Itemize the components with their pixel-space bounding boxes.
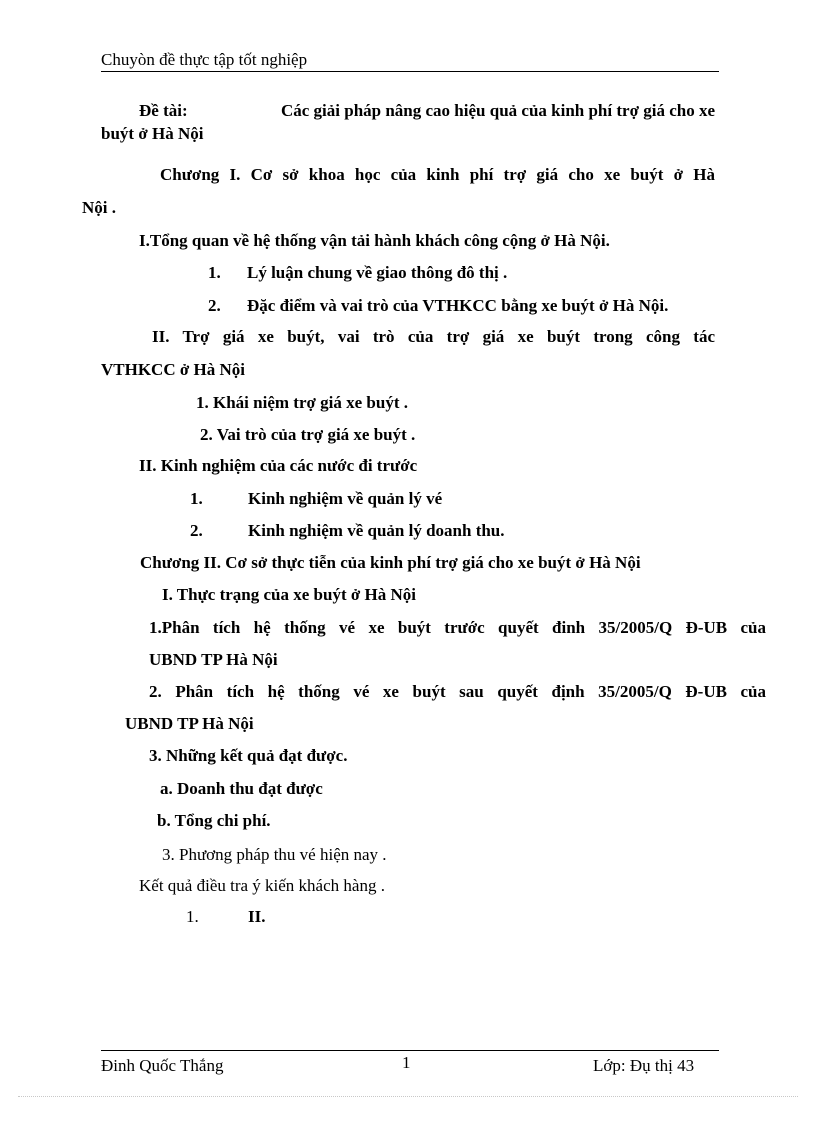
footer-author: Đinh Quốc Thắng [101, 1056, 224, 1075]
trailing-item-text: II. [248, 907, 266, 926]
analysis-2-line-1: 2. Phân tích hệ thống vé xe buýt sau quyết định 35/2005/Q Đ-UB của [149, 682, 766, 701]
page-bottom-divider [18, 1096, 798, 1097]
results-item-a: a. Doanh thu đạt được [160, 779, 323, 798]
section-3-item-2-text: Kinh nghiệm về quản lý doanh thu. [248, 521, 505, 540]
section-3-item-1-number: 1. [190, 489, 203, 508]
section-2-item-2: 2. Vai trò của trợ giá xe buýt . [200, 425, 416, 444]
section-3-item-1-text: Kinh nghiệm về quản lý vé [248, 489, 443, 508]
section-1-item-1-number: 1. [208, 263, 221, 282]
section-2-heading-line-2: VTHKCC ở Hà Nội [101, 360, 246, 379]
topic-line-1 [139, 101, 715, 121]
survey-line: Kết quả điều tra ý kiến khách hàng . [139, 876, 385, 895]
chapter-2-title: Chương II. Cơ sở thực tiễn của kinh phí trợ giá cho xe buýt ở Hà Nội [140, 553, 641, 572]
section-1-item-2-text: Đặc điểm và vai trò của VTHKCC bằng xe buýt ở Hà Nội. [247, 296, 669, 315]
chapter-1-title-line-2: Nội . [82, 198, 116, 217]
topic-label: Đề tài: [139, 101, 188, 120]
chapter-1-title-line-1: Chương I. Cơ sở khoa học của kinh phí trợ giá cho xe buýt ở Hà [160, 165, 715, 184]
header-text: Chuyòn đề thực tập tốt nghiệp [101, 50, 308, 69]
analysis-1-line-1: 1.Phân tích hệ thống vé xe buýt trước quyết đinh 35/2005/Q Đ-UB của [149, 618, 766, 637]
topic-text-1: Các giải pháp nâng cao hiệu quả của kinh phí trợ giá cho xe [280, 101, 715, 120]
section-2-heading-line-1: II. Trợ giá xe buýt, vai trò của trợ giá xe buýt trong công tác [152, 327, 715, 346]
results-heading: 3. Những kết quả đạt được. [149, 746, 348, 765]
section-1-heading: I.Tổng quan về hệ thống vận tải hành khách công cộng ở Hà Nội. [139, 231, 610, 250]
footer-rule [101, 1050, 719, 1051]
header-rule [101, 71, 719, 72]
results-item-b: b. Tổng chi phí. [157, 811, 271, 830]
section-1-item-2-number: 2. [208, 296, 221, 315]
section-3-heading: II. Kinh nghiệm của các nước đi trước [139, 456, 418, 475]
trailing-item-number: 1. [186, 907, 199, 926]
section-3-item-2-number: 2. [190, 521, 203, 540]
section-2-item-1: 1. Khái niệm trợ giá xe buýt . [196, 393, 408, 412]
analysis-1-line-2: UBND TP Hà Nội [149, 650, 278, 669]
topic-line-2: buýt ở Hà Nội [101, 124, 204, 143]
section-1-item-1-text: Lý luận chung về giao thông đô thị . [247, 263, 508, 282]
footer-page-number: 1 [402, 1053, 411, 1072]
analysis-2-line-2: UBND TP Hà Nội [125, 714, 254, 733]
method-line: 3. Phương pháp thu vé hiện nay . [162, 845, 387, 864]
chapter-2-section-1-heading: I. Thực trạng của xe buýt ở Hà Nội [162, 585, 417, 604]
footer-class: Lớp: Đụ thị 43 [593, 1056, 695, 1075]
